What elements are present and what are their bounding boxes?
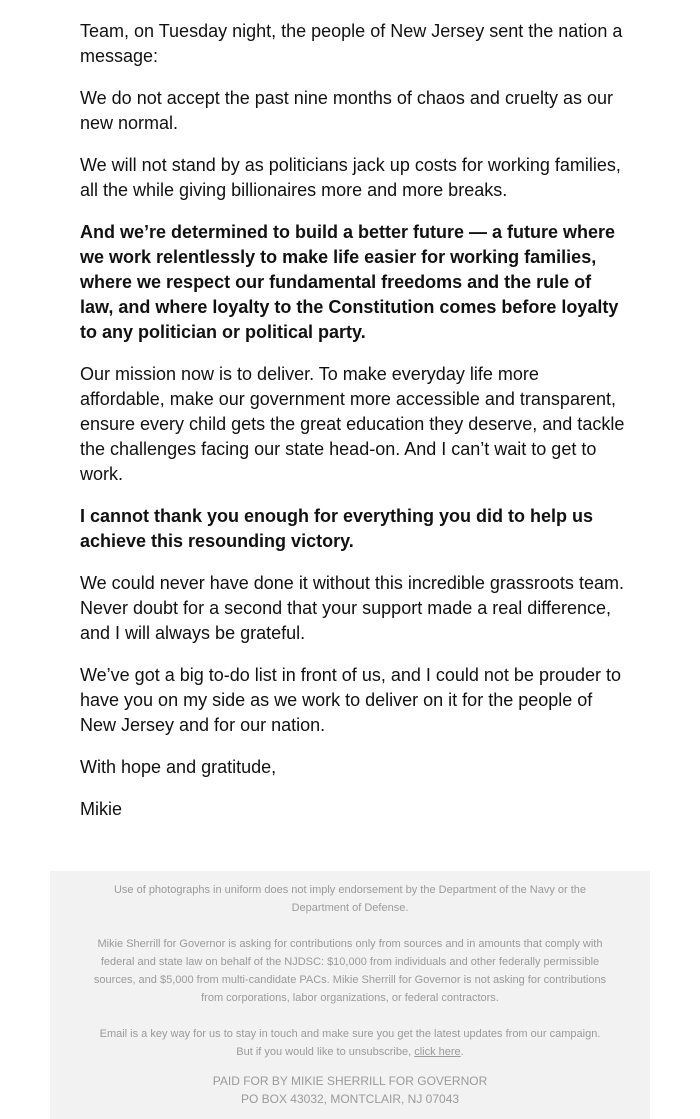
unsubscribe-link[interactable]: click here bbox=[414, 1046, 461, 1058]
signature-name: Mikie bbox=[80, 799, 123, 819]
paragraph-better-future: And we’re determined to build a better future — a future where we work relentlessly to make life easier for working families, where we respect our fundamental freedoms and the rule of law, and where loyalty to the Constitution comes before loyalty to any politician or political party. bbox=[80, 222, 619, 342]
paragraph-thank-you: I cannot thank you enough for everything you did to help us achieve this resounding victory. bbox=[80, 506, 594, 551]
email-footer bbox=[50, 871, 650, 1119]
paragraph-grassroots: We could never have done it without this incredible grassroots team. Never doubt for a second that your support made a real difference, and I will always be grateful. bbox=[80, 573, 624, 643]
email-notice-text: Email is a key way for us to stay in touch and make sure you get the latest updates from our campaign. But if you would like to unsubscribe, bbox=[99, 1028, 601, 1058]
sign-off: With hope and gratitude, bbox=[80, 757, 277, 777]
paragraph-mission: Our mission now is to deliver. To make everyday life more affordable, make our government more accessible and transparent, ensure every child gets the great education they deserve, and tackle the challenges facing our state head-on. And I can’t wait to get to work. bbox=[80, 364, 625, 484]
email-notice-end: . bbox=[460, 1046, 464, 1058]
paid-for-line: PAID FOR BY MIKIE SHERRILL FOR GOVERNOR bbox=[212, 1074, 488, 1088]
email-notice bbox=[50, 1025, 650, 1061]
paragraph-costs: We will not stand by as politicians jack up costs for working families, all the while giving billionaires more and more breaks. bbox=[80, 155, 621, 200]
paragraph-to-do-list: We’ve got a big to-do list in front of us, and I could not be prouder to have you on my side as we work to deliver on it for the people of New Jersey and for our nation. bbox=[80, 665, 621, 735]
paragraph-intro: Team, on Tuesday night, the people of New Jersey sent the nation a message: bbox=[80, 21, 623, 66]
paragraph-chaos: We do not accept the past nine months of chaos and cruelty as our new normal. bbox=[80, 88, 613, 133]
contributions-notice: Mikie Sherrill for Governor is asking for contributions only from sources and in amounts that comply with federal and state law on behalf of the NJDSC: $10,000 from individuals and other federally permissible sources, and $5,000 from multi-candidate PACs. Mikie Sherrill for Governor is not asking for contributions from corporations, labor organizations, or federal contractors. bbox=[93, 938, 607, 1004]
mailing-address: PO BOX 43032, MONTCLAIR, NJ 07043 bbox=[240, 1092, 460, 1106]
email-body bbox=[80, 19, 625, 839]
paid-for-block bbox=[50, 1072, 650, 1108]
disclaimer-uniform: Use of photographs in uniform does not imply endorsement by the Department of the Navy or the Department of Defense. bbox=[113, 884, 587, 914]
